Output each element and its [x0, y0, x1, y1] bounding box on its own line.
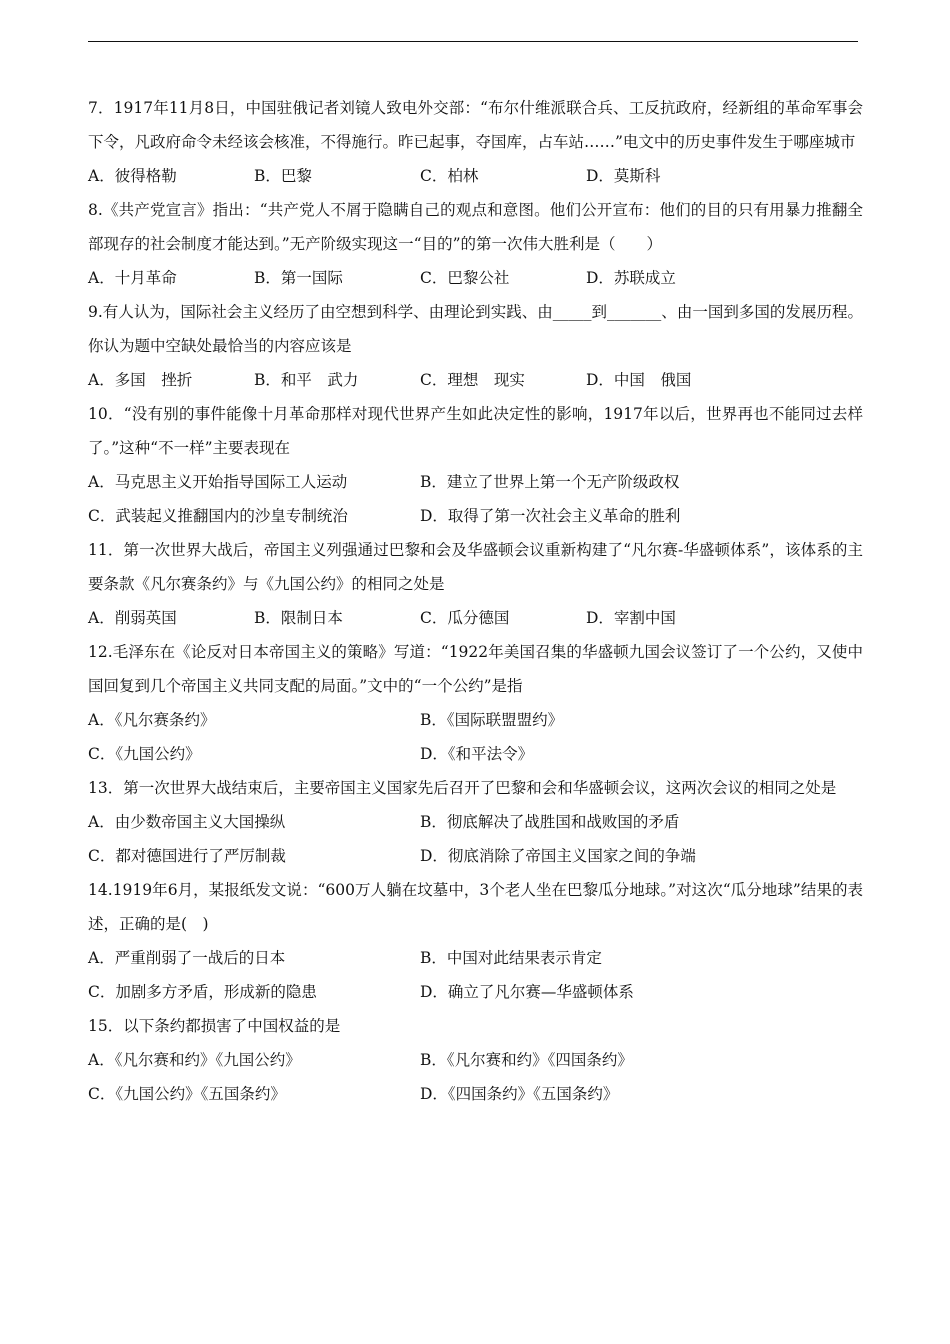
- option-a: A．《凡尔赛和约》《九国公约》: [88, 1051, 301, 1069]
- options-grid: [88, 1043, 863, 1111]
- option-a: A．《凡尔赛条约》: [88, 711, 216, 729]
- option-a: A．马克思主义开始指导国际工人运动: [88, 473, 348, 491]
- question-12: [88, 635, 863, 771]
- question-stem: 12.毛泽东在《论反对日本帝国主义的策略》写道：“1922年美国召集的华盛顿九国会议签订了一个公约，又使中国回复到几个帝国主义共同支配的局面。”文中的“一个公约”是指: [88, 643, 863, 695]
- option-c: C．巴黎公社: [420, 269, 510, 287]
- option-c: C．理想 现实: [420, 371, 525, 389]
- option-c: C．瓜分德国: [420, 609, 510, 627]
- option-d: D．彻底消除了帝国主义国家之间的争端: [420, 847, 696, 865]
- header-rule: [88, 41, 858, 42]
- option-d: D．《四国条约》《五国条约》: [420, 1085, 619, 1103]
- question-13: [88, 771, 863, 873]
- options-grid: [88, 941, 863, 1009]
- option-c: C．柏林: [420, 167, 479, 185]
- options-row: [88, 601, 863, 635]
- option-a: A．彼得格勒: [88, 167, 177, 185]
- options-row: [88, 363, 863, 397]
- options-row: [88, 159, 863, 193]
- question-9: [88, 295, 863, 397]
- option-a: A．十月革命: [88, 269, 177, 287]
- question-stem: 7．1917年11月8日，中国驻俄记者刘镜人致电外交部：“布尔什维派联合兵、工反抗政府，经新组的革命军事会下令，凡政府命令未经该会核准，不得施行。昨已起事，夺国库，占车站……”电文中的历史事件发生于哪座城市: [88, 99, 863, 151]
- option-a: A．由少数帝国主义大国操纵: [88, 813, 286, 831]
- question-7: [88, 91, 863, 193]
- option-c: C．《九国公约》《五国条约》: [88, 1085, 286, 1103]
- question-stem: 11．第一次世界大战后，帝国主义列强通过巴黎和会及华盛顿会议重新构建了“凡尔赛-华盛顿体系”，该体系的主要条款《凡尔赛条约》与《九国公约》的相同之处是: [88, 541, 863, 593]
- question-10: [88, 397, 863, 533]
- option-b: B．巴黎: [254, 167, 312, 185]
- question-list: [88, 91, 863, 1111]
- option-a: A．严重削弱了一战后的日本: [88, 949, 286, 967]
- option-d: D．确立了凡尔赛—华盛顿体系: [420, 983, 634, 1001]
- question-stem: 13．第一次世界大战结束后，主要帝国主义国家先后召开了巴黎和会和华盛顿会议，这两次会议的相同之处是: [88, 779, 837, 797]
- question-11: [88, 533, 863, 635]
- options-grid: [88, 465, 863, 533]
- option-b: B．《凡尔赛和约》《四国条约》: [420, 1051, 633, 1069]
- question-stem: 14.1919年6月，某报纸发文说：“600万人躺在坟墓中，3个老人坐在巴黎瓜分地球。”对这次“瓜分地球”结果的表述，正确的是( ): [88, 881, 863, 933]
- option-d: D．莫斯科: [586, 167, 661, 185]
- option-c: C．《九国公约》: [88, 745, 201, 763]
- question-stem: 8.《共产党宣言》指出：“共产党人不屑于隐瞒自己的观点和意图。他们公开宣布：他们的目的只有用暴力推翻全部现存的社会制度才能达到。”无产阶级实现这一“目的”的第一次伟大胜利是（ ）: [88, 201, 863, 253]
- option-b: B．中国对此结果表示肯定: [420, 949, 602, 967]
- option-c: C．武装起义推翻国内的沙皇专制统治: [88, 507, 348, 525]
- option-b: B．《国际联盟盟约》: [420, 711, 564, 729]
- question-stem: 10．“没有别的事件能像十月革命那样对现代世界产生如此决定性的影响，1917年以后，世界再也不能同过去样了。”这种“不一样”主要表现在: [88, 405, 863, 457]
- option-d: D．《和平法令》: [420, 745, 534, 763]
- question-stem: 15．以下条约都损害了中国权益的是: [88, 1017, 341, 1035]
- option-b: B．和平 武力: [254, 371, 359, 389]
- options-grid: [88, 805, 863, 873]
- option-a: A．多国 挫折: [88, 371, 193, 389]
- option-a: A．削弱英国: [88, 609, 177, 627]
- option-c: C．都对德国进行了严厉制裁: [88, 847, 286, 865]
- option-d: D．苏联成立: [586, 269, 676, 287]
- option-c: C．加剧多方矛盾，形成新的隐患: [88, 983, 317, 1001]
- question-15: [88, 1009, 863, 1111]
- question-8: [88, 193, 863, 295]
- options-grid: [88, 703, 863, 771]
- options-row: [88, 261, 863, 295]
- option-b: B．彻底解决了战胜国和战败国的矛盾: [420, 813, 680, 831]
- option-d: D．宰割中国: [586, 609, 676, 627]
- question-stem: 9.有人认为，国际社会主义经历了由空想到科学、由理论到实践、由_____到_______、由一国到多国的发展历程。你认为题中空缺处最恰当的内容应该是: [88, 303, 863, 355]
- option-b: B．限制日本: [254, 609, 343, 627]
- option-d: D．中国 俄国: [586, 371, 692, 389]
- option-b: B．建立了世界上第一个无产阶级政权: [420, 473, 680, 491]
- question-14: [88, 873, 863, 1009]
- option-b: B．第一国际: [254, 269, 343, 287]
- option-d: D．取得了第一次社会主义革命的胜利: [420, 507, 681, 525]
